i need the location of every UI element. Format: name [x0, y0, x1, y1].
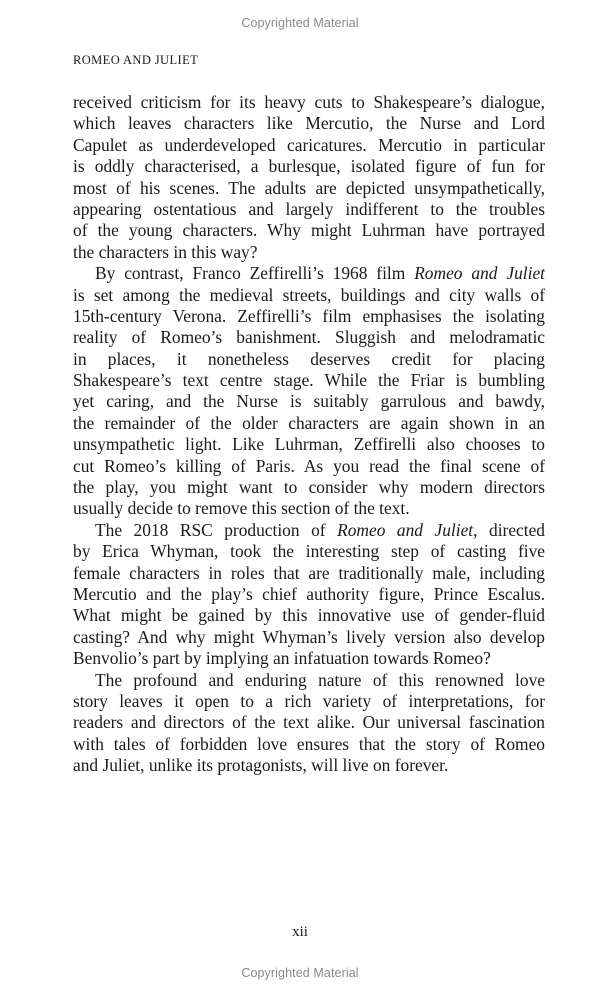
text-line [73, 370, 545, 391]
text-segment: Mercutio and the play’s chief authority figure, Prince Escalus. [73, 583, 545, 604]
text-segment: of the young characters. Why might Luhrman have portrayed [73, 220, 545, 241]
text-segment: Shakespeare’s text centre stage. While the Friar is bumbling [73, 370, 545, 391]
text-segment: story leaves it open to a rich variety of interpretations, for [73, 690, 545, 711]
text-segment: appearing ostentatious and largely indifferent to the troubles [73, 198, 545, 219]
text-segment: is oddly characterised, a burlesque, isolated figure of fun for [73, 156, 545, 177]
text-line [73, 285, 545, 306]
text-line [73, 477, 545, 498]
italic-title: Romeo and Juliet [337, 519, 474, 540]
text-line [73, 92, 545, 113]
text-line [73, 670, 545, 691]
text-segment: most of his scenes. The adults are depicted unsympathetically, [73, 177, 545, 198]
text-line [73, 498, 545, 519]
copyright-watermark-bottom: Copyrighted Material [241, 966, 359, 980]
text-line [73, 712, 545, 733]
running-head-title: ROMEO AND JULIET [73, 53, 199, 67]
text-line [73, 199, 545, 220]
text-segment: by Erica Whyman, took the interesting step of casting five [73, 541, 545, 562]
text-segment: which leaves characters like Mercutio, the Nurse and Lord [73, 113, 545, 134]
text-segment: casting? And why might Whyman’s lively version also develop [73, 626, 545, 647]
text-line [73, 691, 545, 712]
text-line [73, 648, 545, 669]
text-line [73, 113, 545, 134]
text-line [73, 349, 545, 370]
text-line [73, 413, 545, 434]
text-segment: with tales of forbidden love ensures that the story of Romeo [73, 733, 545, 754]
text-segment: and Juliet, unlike its protagonists, will live on forever. [73, 755, 449, 776]
text-line [73, 156, 545, 177]
page-number: xii [292, 924, 308, 940]
text-line [73, 520, 545, 541]
text-line [73, 541, 545, 562]
text-line [73, 306, 545, 327]
text-segment: female characters in roles that are traditionally male, including [73, 562, 545, 583]
text-line [73, 263, 545, 284]
text-segment: What might be gained by this innovative use of gender-fluid [73, 605, 545, 626]
text-segment: the characters in this way? [73, 241, 258, 262]
text-segment: unsympathetic light. Like Luhrman, Zeffirelli also chooses to [73, 434, 545, 455]
text-segment: , directed [473, 519, 546, 540]
text-line [73, 563, 545, 584]
text-segment: The 2018 RSC production of [95, 519, 338, 540]
text-line [73, 327, 545, 348]
text-segment: usually decide to remove this section of the text. [73, 498, 410, 519]
text-segment: received criticism for its heavy cuts to Shakespeare’s dialogue, [73, 92, 545, 112]
text-line [73, 135, 545, 156]
text-line [73, 584, 545, 605]
text-line [73, 627, 545, 648]
text-segment: readers and directors of the text alike. Our universal fascination [73, 712, 545, 733]
copyright-watermark-top: Copyrighted Material [241, 16, 359, 30]
text-line [73, 755, 545, 776]
italic-title: Romeo and Juliet [414, 263, 545, 284]
text-line [73, 391, 545, 412]
paragraph [73, 520, 545, 670]
text-segment: cut Romeo’s killing of Paris. As you read the final scene of [73, 455, 545, 476]
text-segment: is set among the medieval streets, buildings and city walls of [73, 284, 545, 305]
paragraph [73, 92, 545, 263]
text-segment: Capulet as underdeveloped caricatures. Mercutio in particular [73, 134, 545, 155]
text-line [73, 178, 545, 199]
paragraph [73, 263, 545, 520]
text-segment: the remainder of the older characters are again shown in an [73, 412, 545, 433]
text-segment: yet caring, and the Nurse is suitably garrulous and bawdy, [73, 391, 545, 412]
text-line [73, 220, 545, 241]
text-segment: By contrast, Franco Zeffirelli’s 1968 film [95, 263, 415, 284]
text-segment: in places, it nonetheless deserves credit for placing [73, 348, 545, 369]
text-line [73, 456, 545, 477]
text-segment: the play, you might want to consider why modern directors [73, 477, 545, 498]
paragraph [73, 670, 545, 777]
text-line [73, 242, 545, 263]
text-segment: reality of Romeo’s banishment. Sluggish and melodramatic [73, 327, 545, 348]
text-line [73, 734, 545, 755]
text-line [73, 434, 545, 455]
text-segment: 15th-century Verona. Zeffirelli’s film emphasises the isolating [73, 305, 545, 326]
text-segment: Benvolio’s part by implying an infatuation towards Romeo? [73, 648, 491, 669]
text-segment: The profound and enduring nature of this renowned love [95, 669, 545, 690]
body-text [73, 92, 545, 777]
text-line [73, 605, 545, 626]
